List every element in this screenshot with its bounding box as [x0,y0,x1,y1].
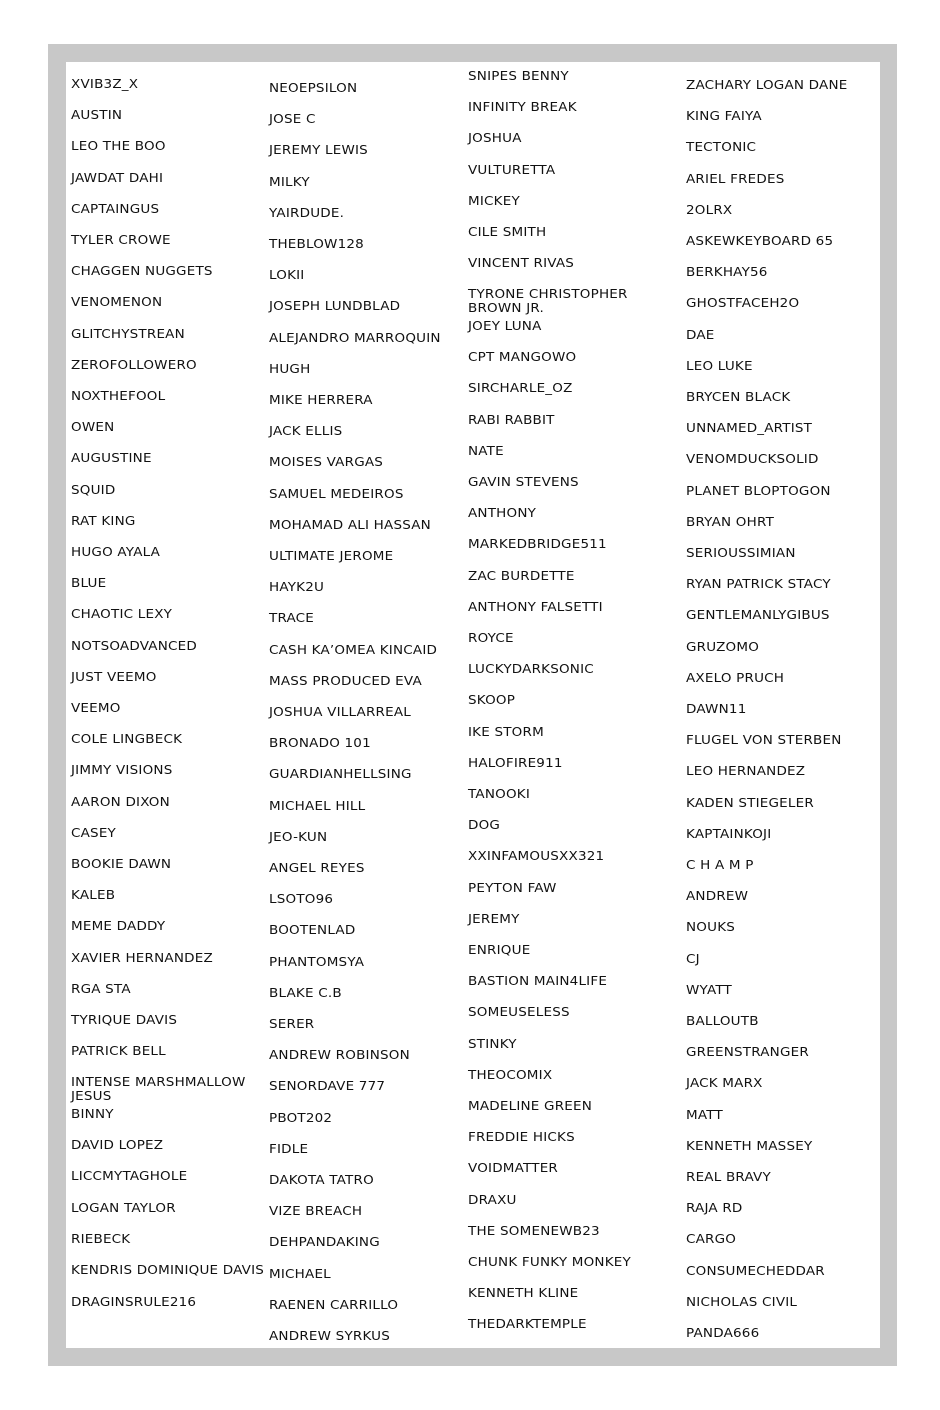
credit-name: SKOOP [468,693,516,709]
credit-name: LEO THE BOO [71,139,166,155]
credit-name: ZEROFOLLOWERO [71,357,197,373]
credit-name: COLE LINGBECK [71,732,183,747]
credit-name: VENOMDUCKSOLID [686,452,819,468]
credit-name: JEO-KUN [269,829,328,845]
credit-name: XVIB3Z_X [71,77,139,92]
credit-name: GUARDIANHELLSING [269,767,412,783]
credit-name: BLUE [71,576,107,591]
credit-name: JOSHUA VILLARREAL [269,705,411,720]
credit-name: TYRIQUE DAVIS [71,1013,178,1028]
credit-name: JACK MARX [686,1076,763,1092]
credit-name: KENDRIS DOMINIQUE DAVIS [71,1263,265,1278]
credit-name: JOSHUA [468,131,522,147]
credit-name: RABI RABBIT [468,412,555,428]
credit-name: BOOTENLAD [269,923,356,939]
credit-name: SAMUEL MEDEIROS [269,486,404,502]
credit-name: C H A M P [686,858,754,873]
credit-name: KING FAIYA [686,109,762,124]
credit-name: VIZE BREACH [269,1204,363,1219]
credit-name: FREDDIE HICKS [468,1130,575,1145]
credit-name: MATT [686,1107,723,1123]
credit-name: ALEJANDRO MARROQUIN [269,330,441,346]
credit-name: ULTIMATE JEROME [269,549,394,564]
credit-name: CILE SMITH [468,225,547,240]
credit-name: DRAXU [468,1192,517,1208]
credit-name: VENOMENON [71,295,163,311]
credit-name: TYLER CROWE [71,233,171,248]
credit-name: YAIRDUDE. [269,205,345,221]
credit-name: ANTHONY FALSETTI [468,599,603,615]
credit-name: LICCMYTAGHOLE [71,1169,188,1185]
credit-name: KADEN STIEGELER [686,795,814,811]
credit-name: NATE [468,443,504,459]
credit-name: ASKEWKEYBOARD 65 [686,234,834,249]
credit-name: GENTLEMANLYGIBUS [686,608,830,624]
credit-name: PATRICK BELL [71,1044,166,1059]
credit-name: DRAGINSRULE216 [71,1294,197,1310]
credit-name: AUSTIN [71,108,123,123]
credit-name: VULTURETTA [468,162,556,178]
credit-name: UNNAMED_ARTIST [686,421,813,436]
credit-name: KENNETH KLINE [468,1286,579,1301]
credit-name: DOG [468,818,501,833]
credit-name: TECTONIC [686,140,757,156]
credit-name: SERIOUSSIMIAN [686,546,796,561]
credit-name: JOSE C [269,112,316,127]
credit-name: MOHAMAD ALI HASSAN [269,517,431,533]
credit-name: LEO LUKE [686,358,753,374]
credit-name: PANDA666 [686,1326,760,1341]
credit-name: JEREMY LEWIS [269,143,368,159]
credit-name: JUST VEEMO [71,669,157,685]
credit-name: JEREMY [468,911,520,927]
credit-name: KALEB [71,888,116,903]
credit-name: CHUNK FUNKY MONKEY [468,1255,631,1270]
credit-name: MILKY [269,174,310,190]
credit-name: ZACHARY LOGAN DANE [686,78,848,93]
credit-name: GLITCHYSTREAN [71,326,185,342]
credit-name: HALOFIRE911 [468,755,563,771]
credit-name: TRACE [269,611,315,627]
credit-name: MEME DADDY [71,919,166,935]
credit-name: BRONADO 101 [269,736,371,751]
credit-name: ROYCE [468,631,514,646]
credit-name: CASEY [71,825,117,841]
credit-name: IKE STORM [468,724,544,740]
credit-name: ANDREW ROBINSON [269,1048,410,1063]
credit-name: NOXTHEFOOL [71,389,166,404]
credit-name: BOOKIE DAWN [71,857,172,872]
credit-name: MARKEDBRIDGE511 [468,537,607,553]
credit-name: MICKEY [468,193,520,209]
credit-name: HAYK2U [269,580,325,595]
credit-name: HUGO AYALA [71,545,161,560]
credit-name: DAVID LOPEZ [71,1138,164,1153]
credit-name: KENNETH MASSEY [686,1138,813,1154]
credit-name: SOMEUSELESS [468,1005,570,1021]
credit-name: ARIEL FREDES [686,171,785,187]
credit-name: SERER [269,1017,315,1032]
credit-name: MASS PRODUCED EVA [269,673,422,689]
credit-name: CARGO [686,1232,737,1248]
credit-name: CPT MANGOWO [468,350,577,365]
credit-name: TANOOKI [468,787,531,802]
credit-name: BLAKE C.B [269,985,342,1001]
credit-name: JACK ELLIS [269,424,343,439]
credit-name: FLUGEL VON STERBEN [686,733,842,748]
credit-name: THEDARKTEMPLE [468,1317,587,1333]
credit-name: BINNY [71,1107,114,1122]
credit-name: STINKY [468,1036,517,1052]
credit-name: LUCKYDARKSONIC [468,662,594,677]
credit-name: NEOEPSILON [269,81,358,96]
credit-name: PLANET BLOPTOGON [686,483,831,499]
credit-name: MOISES VARGAS [269,455,384,471]
credit-name: WYATT [686,982,732,998]
credit-name: ANGEL REYES [269,861,365,876]
credit-name: 2OLRX [686,202,733,218]
credit-name: MICHAEL [269,1266,331,1282]
credit-name: AXELO PRUCH [686,670,785,686]
credit-name: REAL BRAVY [686,1170,771,1185]
credit-name: MADELINE GREEN [468,1099,593,1114]
credit-name: CAPTAINGUS [71,201,160,217]
credit-name: LOGAN TAYLOR [71,1200,176,1216]
credit-name: FIDLE [269,1141,309,1157]
credit-name: RGA STA [71,981,131,997]
credit-name: JOSEPH LUNDBLAD [269,299,401,315]
credit-name: BRYAN OHRT [686,514,775,530]
credit-name: SQUID [71,482,116,498]
credit-name: SNIPES BENNY [468,69,569,84]
credit-name: PHANTOMSYA [269,954,365,970]
credit-name: GREENSTRANGER [686,1045,809,1060]
credit-name: JOEY LUNA [468,319,542,334]
credit-name: NOUKS [686,920,736,936]
credit-name: DAWN11 [686,702,747,717]
credit-name: DEHPANDAKING [269,1235,380,1251]
credit-name: AARON DIXON [71,794,170,810]
credit-name: DAKOTA TATRO [269,1173,374,1188]
credit-name: GAVIN STEVENS [468,475,579,490]
credit-name: ANDREW [686,889,749,904]
credit-name: RAT KING [71,513,136,529]
credit-name: XAVIER HERNANDEZ [71,950,213,966]
credit-name: GHOSTFACEH2O [686,296,800,312]
credit-name: CONSUMECHEDDAR [686,1263,825,1279]
credit-name: BALLOUTB [686,1014,759,1029]
credit-name: AUGUSTINE [71,451,152,467]
credit-name: PEYTON FAW [468,880,557,896]
credit-name: NICHOLAS CIVIL [686,1294,798,1310]
credit-name: HUGH [269,361,311,377]
credit-name: THE SOMENEWB23 [468,1223,600,1239]
credit-name: PBOT202 [269,1110,333,1126]
credit-name: XXINFAMOUSXX321 [468,849,605,865]
credit-name: MICHAEL HILL [269,798,366,814]
credit-name: VINCENT RIVAS [468,256,575,271]
credits-panel [66,62,880,1348]
credit-name: JAWDAT DAHI [71,170,164,186]
credit-name: GRUZOMO [686,639,760,655]
credit-name: ZAC BURDETTE [468,568,575,584]
credit-name: THEBLOW128 [269,237,364,252]
credit-name: RAENEN CARRILLO [269,1297,399,1313]
credit-name: INTENSE MARSHMALLOW JESUS [71,1075,246,1104]
credit-name: BERKHAY56 [686,265,768,280]
credit-name: OWEN [71,420,115,435]
credit-name: CHAGGEN NUGGETS [71,264,213,279]
credit-name: KAPTAINKOJI [686,826,772,842]
credit-name: SENORDAVE 777 [269,1079,386,1095]
credit-name: VOIDMATTER [468,1161,559,1177]
credit-name: JIMMY VISIONS [71,763,173,779]
credit-name: VEEMO [71,701,121,716]
credit-name: INFINITY BREAK [468,100,577,115]
credit-name: LEO HERNANDEZ [686,764,806,780]
credit-name: CASH KA’OMEA KINCAID [269,642,438,658]
credit-name: BASTION MAIN4LIFE [468,974,608,989]
credit-name: CJ [686,951,700,967]
credit-name: NOTSOADVANCED [71,638,197,654]
credit-name: ANTHONY [468,506,537,521]
credit-name: LSOTO96 [269,892,334,907]
credit-name: THEOCOMIX [468,1067,553,1083]
credit-name: MIKE HERRERA [269,393,373,408]
credit-name: SIRCHARLE_OZ [468,381,573,397]
credit-name: TYRONE CHRISTOPHER BROWN JR. [468,287,628,316]
credit-name: ENRIQUE [468,943,531,958]
credit-name: LOKII [269,268,305,283]
credit-name: CHAOTIC LEXY [71,607,173,623]
credit-name: RIEBECK [71,1231,131,1247]
credit-name: ANDREW SYRKUS [269,1329,391,1344]
credit-name: RAJA RD [686,1201,743,1216]
credit-name: DAE [686,327,715,343]
credit-name: BRYCEN BLACK [686,390,791,405]
credit-name: RYAN PATRICK STACY [686,577,831,592]
